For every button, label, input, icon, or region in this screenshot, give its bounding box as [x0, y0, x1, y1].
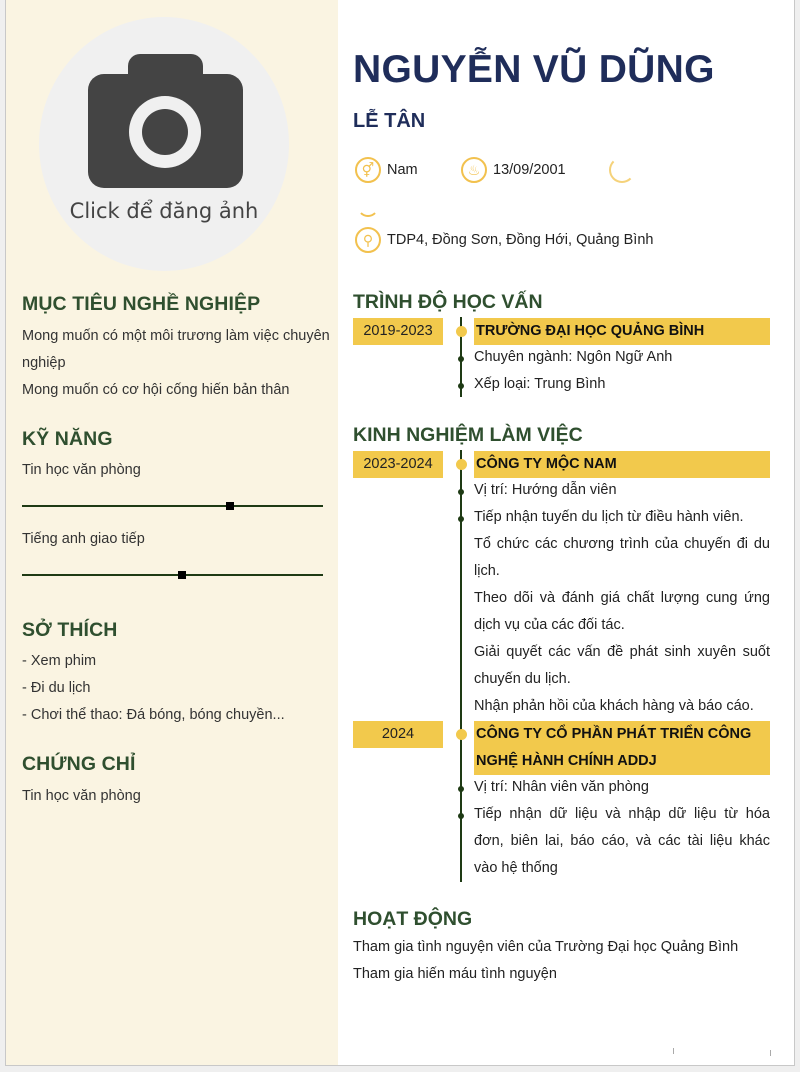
address-info [355, 227, 653, 253]
timeline-dot [456, 729, 467, 740]
hobby-item: - Chơi thể thao: Đá bóng, bóng chuyền... [22, 707, 285, 723]
experience-date: 2024 [353, 721, 443, 748]
avatar-upload[interactable] [39, 17, 289, 271]
experience-detail: Tiếp nhận dữ liệu và nhập dữ liệu từ hóa [474, 806, 770, 822]
bullet-dot [458, 813, 464, 819]
hobby-item: - Đi du lịch [22, 680, 91, 696]
experience-detail: vào hệ thống [474, 860, 558, 876]
experience-detail: Nhận phản hồi của khách hàng và báo cáo. [474, 698, 754, 714]
bullet-dot [458, 356, 464, 362]
gender-value: Nam [387, 162, 418, 178]
skill-level-marker [178, 571, 186, 579]
activity-item: Tham gia tình nguyện viên của Trường Đại học Quảng Bình [353, 939, 739, 955]
margin-mark [770, 1050, 771, 1056]
skill-bar [22, 505, 323, 507]
gender-icon: ⚥ [355, 157, 381, 183]
phone-info [609, 157, 641, 183]
avatar-upload-label: Click để đăng ảnh [69, 199, 259, 223]
company-name-line: CÔNG TY CỔ PHẦN PHÁT TRIỂN CÔNG [476, 726, 752, 742]
gender-info [355, 157, 418, 183]
activities-heading: HOẠT ĐỘNG [353, 908, 473, 930]
experience-detail: lịch. [474, 563, 500, 579]
objective-heading: MỤC TIÊU NGHỀ NGHIỆP [22, 293, 261, 315]
main-content [338, 0, 794, 1065]
experience-heading: KINH NGHIỆM LÀM VIỆC [353, 424, 583, 446]
sidebar [6, 0, 338, 1065]
hobby-item: - Xem phim [22, 653, 97, 669]
phone-icon [609, 157, 635, 183]
education-detail: Chuyên ngành: Ngôn Ngữ Anh [474, 349, 673, 365]
email-info [357, 195, 385, 217]
skill-bar [22, 574, 323, 576]
experience-detail: dịch vụ của các đối tác. [474, 617, 625, 633]
education-school: TRƯỜNG ĐẠI HỌC QUẢNG BÌNH [474, 318, 770, 345]
objective-line: Mong muốn có một môi trương làm việc chuyên [22, 328, 330, 344]
certificate-item: Tin học văn phòng [22, 788, 141, 804]
camera-icon [88, 54, 243, 189]
certificates-heading: CHỨNG CHỈ [22, 753, 136, 775]
experience-detail: Vị trí: Nhân viên văn phòng [474, 779, 649, 795]
objective-line: Mong muốn có cơ hội cống hiến bản thân [22, 382, 290, 398]
email-icon [357, 195, 379, 217]
education-heading: TRÌNH ĐỘ HỌC VẤN [353, 291, 543, 313]
birthday-cake-icon: ♨ [461, 157, 487, 183]
education-date: 2019-2023 [353, 318, 443, 345]
address-value: TDP4, Đồng Sơn, Đồng Hới, Quảng Bình [387, 232, 654, 248]
skill-name: Tiếng anh giao tiếp [22, 531, 145, 547]
skill-level-marker [226, 502, 234, 510]
bullet-dot [458, 489, 464, 495]
experience-detail: Tiếp nhận tuyến du lịch từ điều hành viên. [474, 509, 744, 525]
birthday-info [461, 157, 566, 183]
experience-detail: Vị trí: Hướng dẫn viên [474, 482, 617, 498]
timeline-dot [456, 326, 467, 337]
bullet-dot [458, 786, 464, 792]
education-detail: Xếp loại: Trung Bình [474, 376, 606, 392]
experience-date: 2023-2024 [353, 451, 443, 478]
experience-detail: Theo dõi và đánh giá chất lượng cung ứng [474, 590, 770, 606]
birthday-value: 13/09/2001 [493, 162, 566, 178]
objective-line: nghiệp [22, 355, 66, 371]
candidate-role: LỄ TÂN [353, 110, 426, 132]
cv-page [5, 0, 795, 1066]
margin-mark [673, 1048, 674, 1054]
bullet-dot [458, 516, 464, 522]
company-name-line: NGHỆ HÀNH CHÍNH ADDJ [476, 753, 657, 769]
experience-detail: Tổ chức các chương trình của chuyến đi du [474, 536, 770, 552]
experience-company [474, 721, 770, 775]
experience-company: CÔNG TY MỘC NAM [474, 451, 770, 478]
experience-detail: Giải quyết các vấn đề phát sinh xuyên suốt [474, 644, 770, 660]
experience-detail: chuyến du lịch. [474, 671, 571, 687]
map-pin-icon: ⚲ [355, 227, 381, 253]
bullet-dot [458, 383, 464, 389]
hobbies-heading: SỞ THÍCH [22, 619, 118, 641]
timeline-dot [456, 459, 467, 470]
candidate-name: NGUYỄN VŨ DŨNG [353, 48, 715, 91]
activity-item: Tham gia hiến máu tình nguyện [353, 966, 557, 982]
skill-name: Tin học văn phòng [22, 462, 141, 478]
experience-detail: đơn, biên lai, báo cáo, và các tài liệu khác [474, 833, 770, 849]
skills-heading: KỸ NĂNG [22, 428, 113, 450]
